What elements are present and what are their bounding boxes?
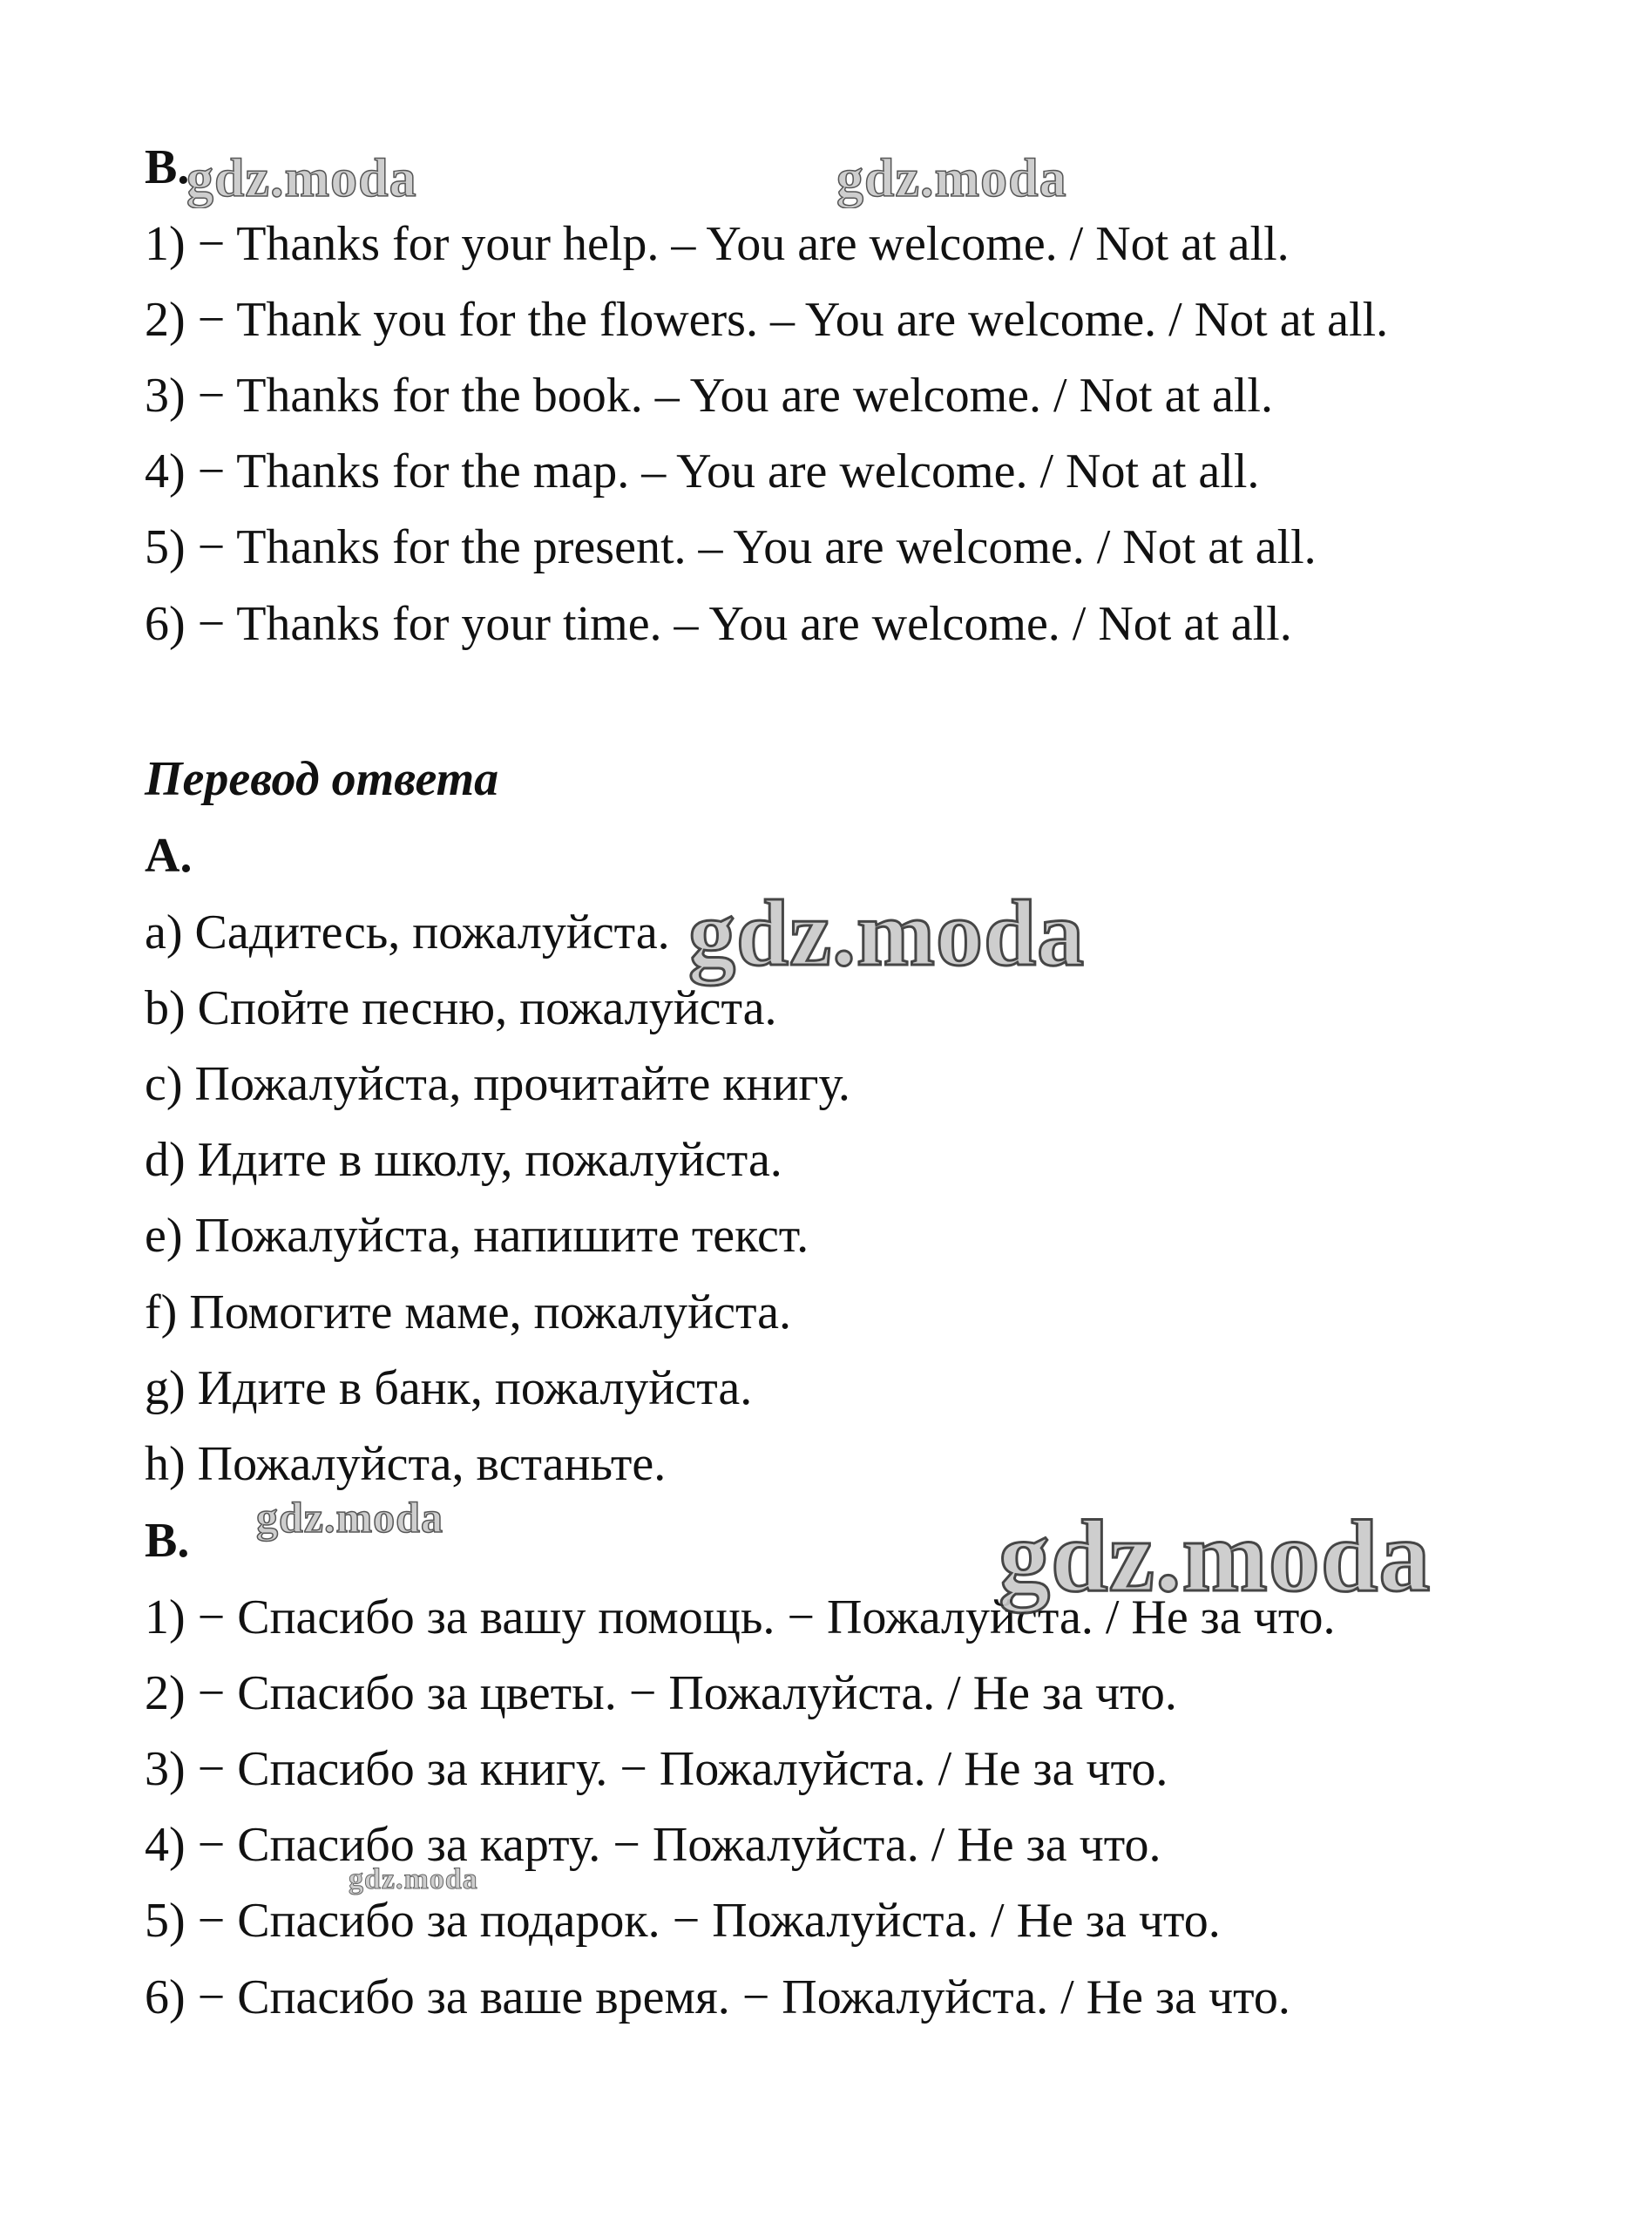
watermark-logo: gdz.moda [836, 149, 1067, 208]
translation-b-item-5: 5) − Спасибо за подарок. − Пожалуйста. / Не за что. [145, 1894, 1221, 1948]
translation-a-item-f: f) Помогите маме, пожалуйста. [145, 1285, 791, 1339]
section-b-heading: B. [145, 140, 190, 194]
translation-a-item-d: d) Идите в школу, пожалуйста. [145, 1133, 782, 1187]
section-b-item-3: 3) − Thanks for the book. – You are welcome. / Not at all. [145, 369, 1273, 423]
section-b-item-1: 1) − Thanks for your help. – You are welcome. / Not at all. [145, 217, 1290, 271]
translation-b-item-3: 3) − Спасибо за книгу. − Пожалуйста. / Не за что. [145, 1742, 1168, 1796]
watermark-logo: gdz.moda [186, 149, 417, 208]
translation-a-item-g: g) Идите в банк, пожалуйста. [145, 1361, 753, 1415]
translation-b-item-6: 6) − Спасибо за ваше время. − Пожалуйста. / Не за что. [145, 1970, 1290, 2024]
section-b-item-4: 4) − Thanks for the map. – You are welcome. / Not at all. [145, 444, 1260, 498]
watermark-logo: gdz.moda [256, 1493, 443, 1542]
translation-title: Перевод ответа [145, 752, 499, 806]
translation-a-heading: A. [145, 829, 193, 883]
translation-b-item-2: 2) − Спасибо за цветы. − Пожалуйста. / Не за что. [145, 1666, 1177, 1720]
translation-b-item-1: 1) − Спасибо за вашу помощь. − Пожалуйста. / Не за что. [145, 1590, 1336, 1644]
translation-a-item-c: c) Пожалуйста, прочитайте книгу. [145, 1057, 850, 1111]
section-b-item-6: 6) − Thanks for your time. – You are welcome. / Not at all. [145, 597, 1292, 651]
translation-b-heading: B. [145, 1514, 190, 1568]
watermark-logo: gdz.moda [999, 1499, 1432, 1613]
translation-a-item-e: e) Пожалуйста, напишите текст. [145, 1209, 809, 1263]
watermark-logo: gdz.moda [349, 1863, 478, 1895]
section-b-item-5: 5) − Thanks for the present. – You are welcome. / Not at all. [145, 520, 1317, 574]
translation-a-item-h: h) Пожалуйста, встаньте. [145, 1437, 667, 1491]
section-b-item-2: 2) − Thank you for the flowers. – You are welcome. / Not at all. [145, 293, 1389, 347]
translation-a-item-b: b) Спойте песню, пожалуйста. [145, 981, 777, 1035]
translation-a-item-a: a) Садитесь, пожалуйста. [145, 905, 670, 959]
translation-b-item-4: 4) − Спасибо за карту. − Пожалуйста. / Не за что. [145, 1818, 1161, 1872]
watermark-logo: gdz.moda [688, 882, 1086, 986]
